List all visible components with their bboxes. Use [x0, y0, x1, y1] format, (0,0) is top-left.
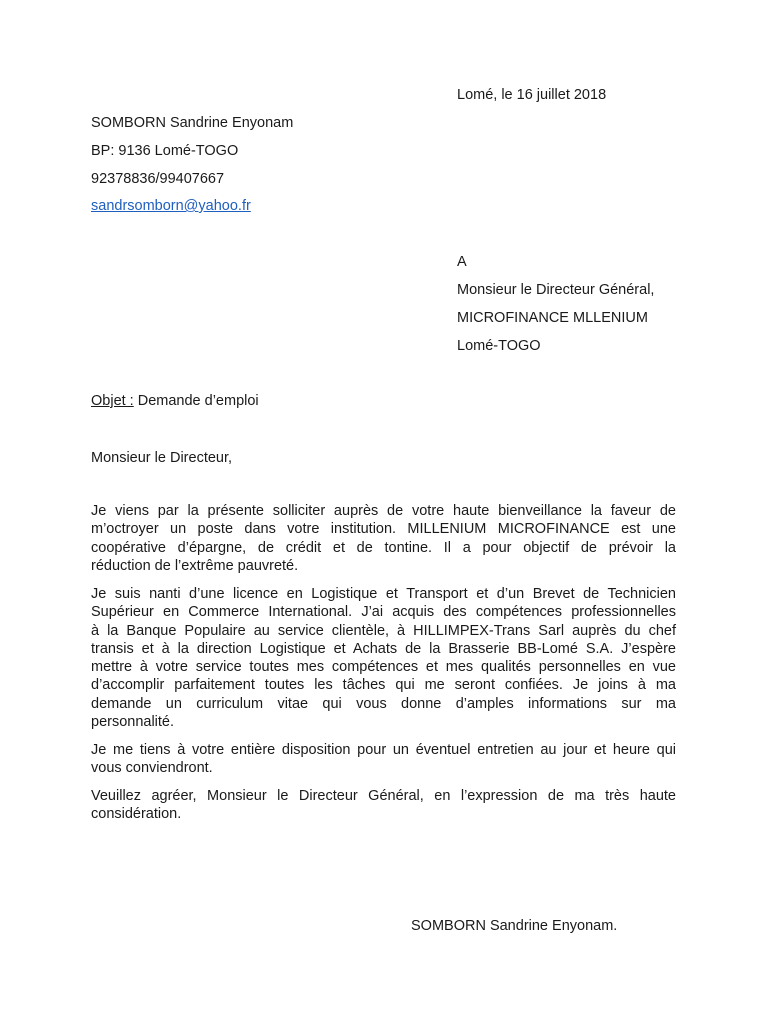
paragraph-line: Supérieur en Commerce International. J’ai acquis des compétences professionnelles	[91, 604, 676, 621]
sender-email-link[interactable]: sandrsomborn@yahoo.fr	[91, 198, 251, 214]
paragraph-line: réduction de l’extrême pauvreté.	[91, 557, 299, 574]
body-paragraph-3	[91, 741, 676, 778]
recipient-title: Monsieur le Directeur Général,	[457, 282, 655, 298]
paragraph-line: personnalité.	[91, 714, 175, 731]
sender-bp: BP: 9136 Lomé-TOGO	[91, 143, 239, 159]
recipient-to: A	[457, 254, 467, 270]
paragraph-line: Je viens par la présente solliciter auprès de votre haute bienveillance la faveur de	[91, 503, 676, 519]
body-paragraph-2	[91, 585, 676, 731]
body-paragraph-1	[91, 502, 676, 575]
paragraph-line: vous conviendront.	[91, 760, 213, 777]
paragraph-line: d’accomplir parfaitement toutes les tâches qui me seront confiées. Je joins à ma	[91, 677, 676, 694]
salutation: Monsieur le Directeur,	[91, 450, 233, 466]
paragraph-line: à la Banque Populaire au service clientèle, à HILLIMPEX-Trans Sarl auprès du chef	[91, 622, 676, 639]
signature: SOMBORN Sandrine Enyonam.	[411, 918, 618, 934]
paragraph-line: coopérative d’épargne, de crédit et de tontine. Il a pour objectif de prévoir la	[91, 539, 676, 556]
paragraph-line: transis et à la direction Logistique et Achats de la Brasserie BB-Lomé S.A. J’espère	[91, 640, 676, 657]
paragraph-line: mettre à votre service toutes mes compétences et mes qualités personnelles en vue	[91, 659, 676, 676]
sender-email-line	[91, 197, 251, 215]
subject-label: Objet :	[91, 393, 134, 409]
paragraph-line: demande un curriculum vitae qui vous donne d’amples informations sur ma	[91, 695, 676, 712]
body-paragraph-4	[91, 787, 676, 824]
paragraph-line: Je suis nanti d’une licence en Logistique et Transport et d’un Brevet de Technicien	[91, 586, 676, 602]
paragraph-line: Veuillez agréer, Monsieur le Directeur Général, en l’expression de ma très haute	[91, 788, 676, 804]
paragraph-line: Je me tiens à votre entière disposition pour un éventuel entretien au jour et heure qui	[91, 742, 676, 758]
sender-phone: 92378836/99407667	[91, 171, 225, 187]
recipient-company: MICROFINANCE MLLENIUM	[457, 310, 648, 326]
paragraph-line: m’octroyer un poste dans votre institution. MILLENIUM MICROFINANCE est une	[91, 521, 676, 538]
subject-text: Demande d’emploi	[133, 393, 259, 409]
paragraph-line: considération.	[91, 806, 182, 823]
sender-name: SOMBORN Sandrine Enyonam	[91, 115, 294, 131]
letter-date: Lomé, le 16 juillet 2018	[457, 87, 607, 103]
subject-line	[91, 392, 259, 410]
recipient-city: Lomé-TOGO	[457, 338, 541, 354]
